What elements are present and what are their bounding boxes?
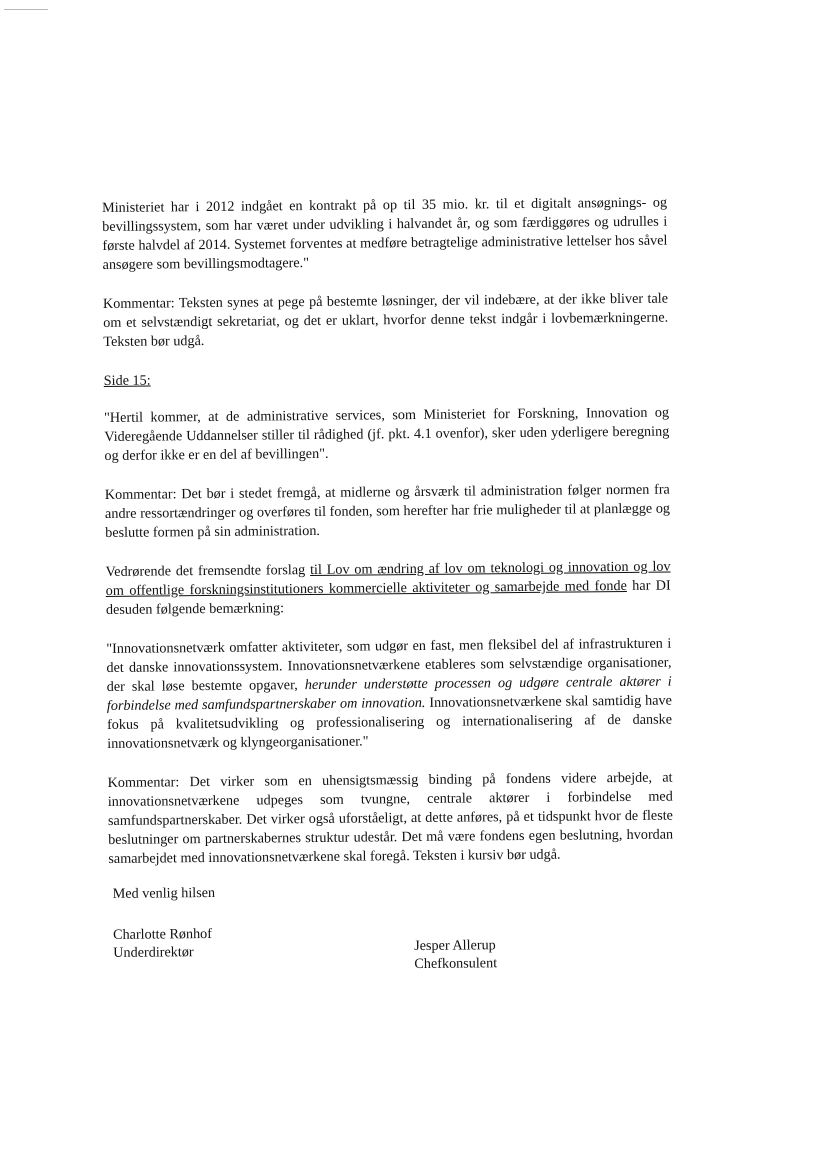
- innovation-networks-text-start: "Innovationsnetværk omfatter aktiviteter, som udgør en fast, men fleksibel del af infrastrukturen i det danske innovationssystem. Innovationsnetværkene etableres som selvstændige organisationer, der skal løse bestemte opgaver,: [106, 635, 672, 695]
- paragraph-contract: Ministeriet har i 2012 indgået en kontrakt på op til 35 mio. kr. til et digitalt ansøgnings- og bevillingssystem, som har været under udvikling i halvandet år, og som færdiggøres og udrulles i første halvdel af 2014. Systemet forventes at medføre betragtelige administrative lettelser hos såvel ansøgere som bevillingsmodtagere.": [102, 194, 668, 273]
- paragraph-law-proposal: [105, 558, 671, 620]
- signature-block: [109, 921, 674, 972]
- signer-name: Jesper Allerup: [414, 937, 496, 955]
- signer-title: Chefkonsulent: [414, 955, 498, 973]
- section-heading-page-15: Side 15:: [103, 372, 151, 389]
- scan-edge-mark: [4, 9, 48, 10]
- signer-name: Charlotte Rønhof: [112, 925, 213, 943]
- innovation-networks-text-end: Innovationsnetværkene skal samtidig have fokus på kvalitetsudvikling og professionalisering og internationalisering af de danske innovationsnetværk og klyngeorganisationer.": [106, 692, 673, 752]
- letter-body: [102, 194, 674, 972]
- law-proposal-outro: har DI desuden følgende bemærkning:: [105, 577, 671, 618]
- paragraph-innovation-networks: [106, 635, 672, 754]
- paragraph-comment-innovation-networks: Kommentar: Det virker som en uhensigtsmæssig binding på fondens videre arbejde, at innovationsnetværkene udpeges som tvungne, centrale aktører i forbindelse med samfundspartnerskaber. Det virker også uforståeligt, at dette anføres, på et tidspunkt hvor de fleste beslutninger om partnerskabernes struktur udestår. Det må være fondens egen beslutning, hvordan samarbejdet med innovationsnetværkene skal foregå. Teksten i kursiv bør udgå.: [107, 769, 674, 867]
- paragraph-administrative-services: "Hertil kommer, at de administrative services, som Ministeriet for Forskning, Innovation og Videregående Uddannelser stiller til rådighed (jf. pkt. 4.1 ovenfor), sker uden yderligere beregning og derfor ikke er en del af bevillingen".: [104, 404, 670, 464]
- signature-right: [414, 936, 497, 973]
- paragraph-comment-secretariat: Kommentar: Teksten synes at pege på bestemte løsninger, der vil indebære, at der ikke bliver tale om et selvstændigt sekretariat, og det er uklart, hvorfor denne tekst indgår i lovbemærkningerne. Teksten bør udgå.: [102, 290, 669, 350]
- closing-greeting: Med venlig hilsen: [112, 884, 216, 902]
- law-proposal-intro: Vedrørende det fremsendte forslag: [105, 562, 311, 580]
- law-proposal-title: til Lov om ændring af lov om teknologi og innovation og lov om offentlige forskningsinstitutioners kommercielle aktiviteter og samarbejde med fonde: [105, 558, 671, 599]
- signer-title: Underdirektør: [113, 944, 194, 961]
- paragraph-comment-administration: Kommentar: Det bør i stedet fremgå, at midlerne og årsværk til administration følger normen fra andre ressortændringer og overføres til fonden, som herefter har frie muligheder til at planlægge og beslutte formen på sin administration.: [104, 481, 671, 541]
- signature-left: [113, 925, 212, 962]
- innovation-networks-italic-text: herunder understøtte processen og udgøre centrale aktører i forbindelse med samfundspartnerskaber om innovation.: [106, 673, 672, 714]
